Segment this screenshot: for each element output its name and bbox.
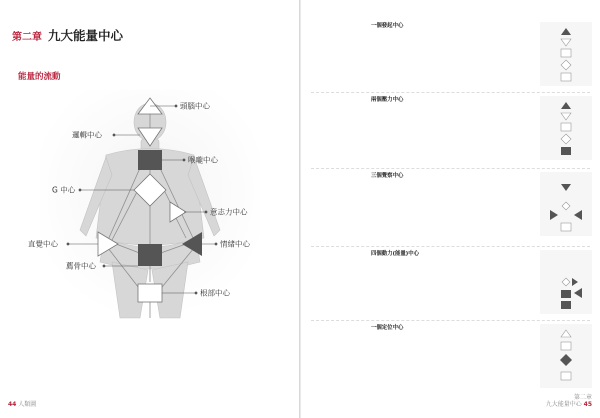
section-motor-text: [371, 250, 526, 258]
section-divider: [311, 92, 590, 93]
right-page-number: 45: [583, 401, 592, 408]
section-divider: [311, 168, 590, 169]
head-center-label: 頭腦中心: [180, 101, 210, 111]
section-divider: [311, 246, 590, 247]
right-folio: [546, 394, 592, 408]
mini-bodygraph-identity: [540, 324, 592, 388]
mini-bodygraph-awareness: [540, 172, 592, 236]
solar-center-label: 情緒中心: [220, 239, 250, 249]
chapter-badge: 第二章: [12, 32, 42, 43]
ajna-center-label: 邏輯中心: [72, 130, 102, 140]
section-initiate-term: 一個發起中心: [371, 23, 404, 29]
root-center-label: 根部中心: [200, 288, 230, 298]
sacral-center-shape: [138, 244, 162, 266]
right-folio-title: 九大能量中心: [545, 401, 582, 408]
spleen-center-label: 直覺中心: [28, 239, 58, 249]
section-divider: [311, 320, 590, 321]
right-page: [301, 0, 600, 418]
sacral-center-label: 薦骨中心: [66, 261, 96, 271]
mini-bodygraph-pressure: [540, 96, 592, 160]
mini-bodygraph-initiate: [540, 22, 592, 86]
throat-center-shape: [138, 150, 162, 170]
ego-center-label: 意志力中心: [210, 207, 248, 217]
right-folio-chapter: 第二章: [573, 394, 592, 401]
section-pressure-term: 兩個壓力中心: [371, 97, 404, 103]
section-motor-term: 四個動力(能量)中心: [371, 251, 420, 257]
root-center-shape: [138, 284, 162, 302]
section-pressure-text: [371, 96, 526, 104]
section-identity-term: 一個定位中心: [371, 325, 404, 331]
section-awareness-term: 三個覺察中心: [371, 173, 404, 179]
chapter-title: 九大能量中心: [48, 28, 124, 43]
mini-bodygraph-motor: [540, 250, 592, 314]
left-page-number: 44: [8, 401, 17, 408]
g-center-label: G 中心: [52, 185, 76, 195]
section-title: 能量的流動: [18, 72, 61, 82]
section-initiate-text: [371, 22, 526, 30]
left-folio: [8, 399, 36, 408]
section-awareness-text: [371, 172, 526, 180]
section-identity-text: [371, 324, 526, 332]
energy-flow-bodygraph: [0, 0, 299, 418]
left-book-title: 人類圖: [18, 401, 37, 408]
throat-center-label: 喉嚨中心: [188, 155, 218, 165]
left-page: [0, 0, 299, 418]
